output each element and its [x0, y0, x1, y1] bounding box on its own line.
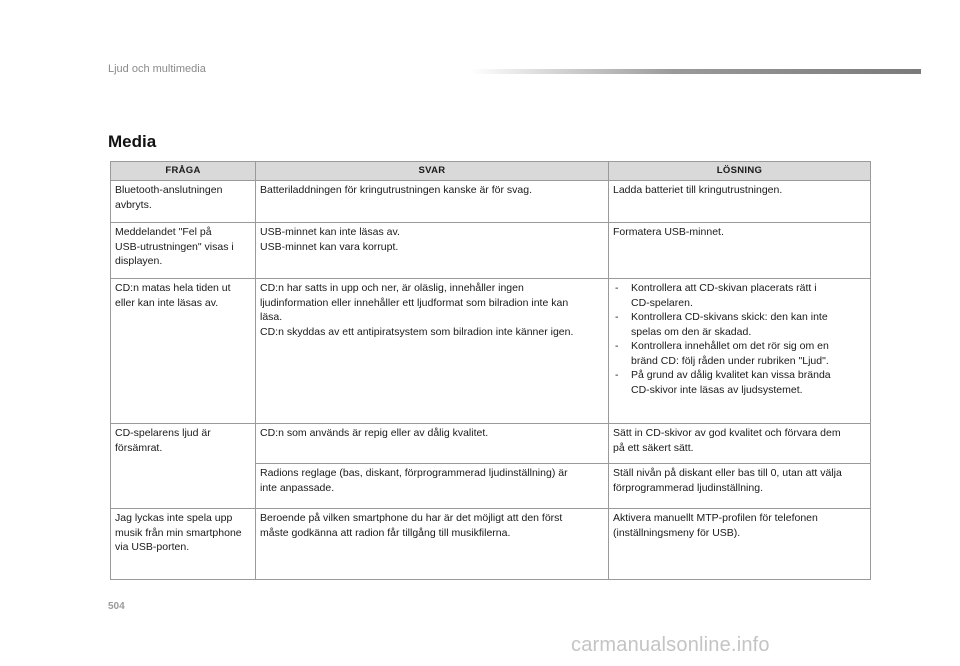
table-row: [111, 279, 871, 424]
cell-line: Sätt in CD-skivor av god kvalitet och förvara dem: [613, 427, 841, 439]
cell-line: CD:n som används är repig eller av dålig kvalitet.: [260, 427, 489, 439]
answer-cell: [256, 509, 609, 580]
cell-line: avbryts.: [115, 198, 152, 211]
answer-cell: [256, 424, 609, 464]
cell-line: Beroende på vilken smartphone du har är det möjligt att den först: [260, 512, 563, 524]
cell-line: inte anpassade.: [260, 481, 335, 494]
section-title: Media: [108, 132, 157, 151]
cell-line: USB-utrustningen" visas i: [115, 240, 234, 253]
cell-line: Jag lyckas inte spela upp: [115, 512, 233, 524]
table-row: [111, 223, 871, 279]
table-row: [111, 424, 871, 464]
cell-line: CD-spelaren.: [631, 296, 693, 309]
cell-line: USB-minnet kan vara korrupt.: [260, 240, 399, 253]
cell-line: CD:n matas hela tiden ut: [115, 282, 231, 294]
solution-cell: [609, 223, 871, 279]
cell-line: Kontrollera CD-skivans skick: den kan inte: [631, 311, 828, 323]
troubleshooting-table: [110, 161, 871, 580]
cell-line: Kontrollera innehållet om det rör sig om en: [631, 340, 829, 352]
cell-line: förprogrammerad ljudinställning.: [613, 481, 763, 494]
cell-line: Radions reglage (bas, diskant, förprogrammerad ljudinställning) är: [260, 467, 568, 479]
table-header-row: [111, 162, 871, 181]
cell-line: USB-minnet kan inte läsas av.: [260, 226, 400, 238]
cell-line: CD-spelarens ljud är: [115, 427, 211, 439]
cell-line: bränd CD: följ råden under rubriken "Ljud".: [631, 354, 829, 367]
solution-cell: [609, 279, 871, 424]
solution-cell: [609, 424, 871, 464]
table-row: [111, 509, 871, 580]
column-header-solution: LÖSNING: [609, 162, 871, 181]
answer-cell: [256, 279, 609, 424]
table-row: [111, 181, 871, 223]
cell-line: displayen.: [115, 255, 163, 267]
cell-line: läsa.: [260, 311, 283, 323]
cell-line: På grund av dålig kvalitet kan vissa brända: [631, 369, 831, 381]
question-cell: [111, 509, 256, 580]
header-rule: [470, 69, 921, 74]
page-number: 504: [108, 601, 125, 612]
column-header-answer: SVAR: [256, 162, 609, 181]
solution-cell: [609, 181, 871, 223]
cell-line: Aktivera manuellt MTP-profilen för telefonen: [613, 512, 818, 524]
list-item: [613, 310, 867, 339]
cell-line: Kontrollera att CD-skivan placerats rätt i: [631, 282, 817, 294]
cell-line: Bluetooth-anslutningen: [115, 184, 223, 196]
list-item: [613, 281, 867, 310]
question-cell: [111, 279, 256, 424]
answer-cell: [256, 223, 609, 279]
list-item: [613, 339, 867, 368]
cell-line: CD:n skyddas av ett antipiratsystem som bilradion inte känner igen.: [260, 325, 574, 338]
cell-line: musik från min smartphone: [115, 526, 242, 539]
solution-list: [613, 281, 867, 397]
cell-line: ljudinformation eller innehåller ett ljudformat som bilradion inte kan: [260, 296, 569, 309]
cell-line: CD:n har satts in upp och ner, är oläslig, innehåller ingen: [260, 282, 524, 294]
cell-line: spelas om den är skadad.: [631, 325, 752, 338]
solution-cell: [609, 464, 871, 509]
cell-line: eller kan inte läsas av.: [115, 296, 219, 309]
cell-line: Ställ nivån på diskant eller bas till 0, utan att välja: [613, 467, 842, 479]
list-item: [613, 368, 867, 397]
cell-line: Meddelandet "Fel på: [115, 226, 212, 238]
watermark: carmanualsonline.info: [571, 634, 770, 656]
answer-cell: [256, 464, 609, 509]
solution-cell: [609, 509, 871, 580]
cell-line: på ett säkert sätt.: [613, 441, 694, 454]
question-cell: [111, 223, 256, 279]
cell-line: försämrat.: [115, 441, 163, 454]
column-header-question: FRÅGA: [111, 162, 256, 181]
running-header: Ljud och multimedia: [108, 63, 206, 75]
question-cell: [111, 424, 256, 509]
cell-line: via USB-porten.: [115, 541, 190, 553]
cell-line: (inställningsmeny för USB).: [613, 526, 741, 539]
cell-line: Formatera USB-minnet.: [613, 226, 724, 238]
question-cell: [111, 181, 256, 223]
answer-cell: [256, 181, 609, 223]
cell-line: måste godkänna att radion får tillgång till musikfilerna.: [260, 526, 511, 539]
cell-line: Ladda batteriet till kringutrustningen.: [613, 184, 783, 196]
cell-line: CD-skivor inte läsas av ljudsystemet.: [631, 383, 803, 396]
cell-line: Batteriladdningen för kringutrustningen kanske är för svag.: [260, 184, 532, 196]
